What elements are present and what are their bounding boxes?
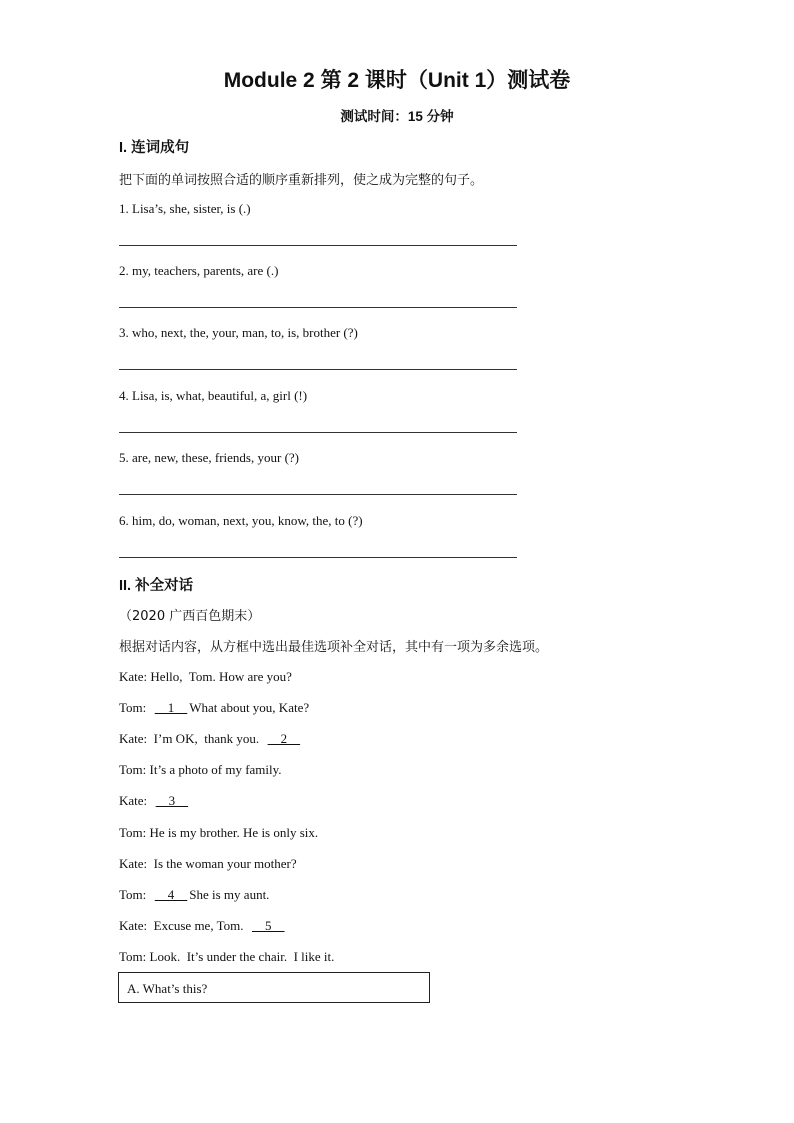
question-6: 6. him, do, woman, next, you, know, the, to (?) bbox=[119, 513, 363, 528]
speaker: Tom: bbox=[119, 949, 147, 964]
option-a: A. What’s this? bbox=[127, 981, 208, 996]
blank-3[interactable]: 3 bbox=[155, 793, 189, 808]
answer-line-5[interactable] bbox=[119, 494, 517, 495]
dialogue-line bbox=[119, 918, 287, 934]
speaker: Kate: bbox=[119, 669, 148, 684]
speaker: Tom: bbox=[119, 700, 147, 715]
question-3: 3. who, next, the, your, man, to, is, brother (?) bbox=[119, 325, 358, 340]
options-box bbox=[118, 972, 430, 1003]
section-2-heading: II. 补全对话 bbox=[119, 578, 194, 594]
test-duration: 测试时间：15 分钟 bbox=[340, 109, 454, 124]
dialogue-text: Look. It’s under the chair. I like it. bbox=[146, 949, 335, 964]
dialogue-line bbox=[119, 949, 334, 965]
dialogue-line bbox=[119, 856, 297, 872]
dialogue-line bbox=[119, 731, 302, 747]
dialogue-line bbox=[119, 700, 309, 716]
answer-line-4[interactable] bbox=[119, 432, 517, 433]
dialogue-text: Hello, Tom. How are you? bbox=[147, 669, 292, 684]
page-title: Module 2 第 2 课时（Unit 1）测试卷 bbox=[223, 69, 571, 92]
answer-line-2[interactable] bbox=[119, 307, 517, 308]
answer-line-1[interactable] bbox=[119, 245, 517, 246]
dialogue-line bbox=[119, 793, 190, 809]
speaker: Kate: bbox=[119, 918, 148, 933]
answer-line-3[interactable] bbox=[119, 369, 517, 370]
question-5: 5. are, new, these, friends, your (?) bbox=[119, 450, 300, 465]
blank-5[interactable]: 5 bbox=[252, 918, 285, 933]
answer-line-6[interactable] bbox=[119, 557, 517, 558]
dialogue-text: She is my aunt. bbox=[189, 887, 270, 902]
dialogue-text: What about you, Kate? bbox=[189, 700, 310, 715]
question-4: 4. Lisa, is, what, beautiful, a, girl (!) bbox=[119, 388, 308, 403]
speaker: Tom: bbox=[119, 762, 147, 777]
speaker: Tom: bbox=[119, 825, 147, 840]
section-1-heading: I. 连词成句 bbox=[119, 140, 190, 156]
dialogue-text: Excuse me, Tom. bbox=[147, 918, 250, 933]
dialogue-line bbox=[119, 825, 318, 841]
dialogue-text: He is my brother. He is only six. bbox=[146, 825, 319, 840]
section-2-source: （2020 广西百色期末） bbox=[119, 609, 261, 624]
blank-2[interactable]: 2 bbox=[267, 731, 301, 746]
question-1: 1. Lisa’s, she, sister, is (.) bbox=[119, 201, 251, 216]
section-1-instruction: 把下面的单词按照合适的顺序重新排列，使之成为完整的句子。 bbox=[119, 173, 484, 188]
blank-4[interactable]: 4 bbox=[154, 887, 188, 902]
section-2-instruction: 根据对话内容，从方框中选出最佳选项补全对话，其中有一项为多余选项。 bbox=[119, 640, 549, 655]
speaker: Kate: bbox=[119, 856, 148, 871]
question-2: 2. my, teachers, parents, are (.) bbox=[119, 263, 279, 278]
speaker: Kate: bbox=[119, 731, 148, 746]
dialogue-text: I’m OK, thank you. bbox=[147, 731, 266, 746]
dialogue-line bbox=[119, 669, 292, 685]
dialogue-text: Is the woman your mother? bbox=[147, 856, 297, 871]
blank-1[interactable]: 1 bbox=[154, 700, 188, 715]
speaker: Tom: bbox=[119, 887, 147, 902]
dialogue-line bbox=[119, 762, 282, 778]
speaker: Kate: bbox=[119, 793, 148, 808]
dialogue-line bbox=[119, 887, 269, 903]
dialogue-text: It’s a photo of my family. bbox=[146, 762, 282, 777]
